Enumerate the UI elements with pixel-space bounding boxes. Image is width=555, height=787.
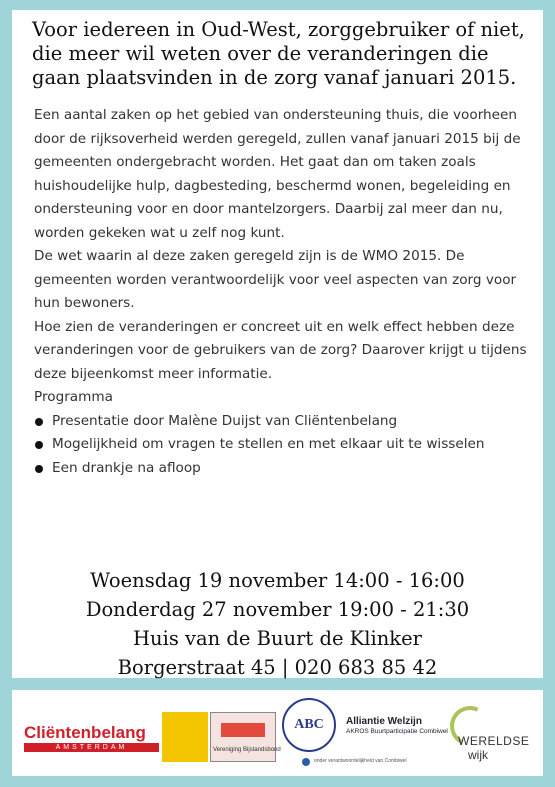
wereldse-wijk-line2: wijk [468,748,488,762]
clientenbelang-sub: AMSTERDAM [24,743,159,752]
event-venue: Huis van de Buurt de Klinker [133,627,422,650]
combiwel-icon [302,758,310,766]
programma-list [34,410,534,481]
event-date-1: Woensdag 19 november 14:00 - 16:00 [90,569,465,592]
clientenbelang-logo [24,724,159,752]
wereldse-wijk-logo [444,706,542,766]
clientenbelang-name: Cliëntenbelang [24,723,146,742]
flyer-sheet [12,10,543,678]
paragraph-intro: Een aantal zaken op het gebied van ondersteuning thuis, die voorheen door de rijksoverheid werden geregeld, zullen vanaf januari 2015 bij de gemeenten ondergebracht worden. Het gaat dan om taken zoals huishoudelijke hulp, dagbesteding, beschermd wonen, begeleiding en ondersteuning voor en door mantelzorgers. Daarbij zal meer dan nu, worden gekeken wat u zelf nog kunt. [34,107,521,241]
bijstandsbond-name: Vereniging Bijstandsbond [213,747,281,753]
abc-seal-icon: ABC [282,698,336,752]
wereldse-wijk-line1: WERELDSE [458,734,530,748]
programma-item: Presentatie door Malène Duijst van Cliëntenbelang [34,410,534,434]
bijstandsbond-logo [162,712,281,762]
event-date-2: Donderdag 27 november 19:00 - 21:30 [85,598,470,621]
programma-item: Een drankje na afloop [34,457,534,481]
headline: Voor iedereen in Oud-West, zorggebruiker of niet, die meer wil weten over de veranderingen die gaan plaatsvinden in de zorg vanaf januari 2015. [32,18,525,89]
paragraph-question: Hoe zien de veranderingen er concreet uit en welk effect hebben deze veranderingen voor de gebruikers van de zorg? Daarover krijgt u tijdens deze bijeenkomst meer informatie. [34,318,527,382]
event-details [12,566,543,682]
event-address: Borgerstraat 45 | 020 683 85 42 [117,656,438,679]
paragraph-wmo: De wet waarin al deze zaken geregeld zijn is de WMO 2015. De gemeenten worden verantwoordelijk voor veel aspecten van zorg voor hun bewoners. [34,248,517,311]
alliantie-sub: AKROS Buurtparticipatie Combiwel [346,728,448,735]
programma-title: Programma [34,389,113,405]
logo-footer [12,690,543,776]
programma-item: Mogelijkheid om vragen te stellen en met elkaar uit te wisselen [34,433,534,457]
bijstandsbond-mark-icon [162,712,208,762]
bijstandsbond-stripe [221,723,265,737]
alliantie-note: onder verantwoordelijkheid van Combiwel [314,758,407,764]
bijstandsbond-box [210,712,281,762]
alliantie-welzijn-logo [282,696,448,770]
alliantie-name: Alliantie Welzijn [346,716,422,727]
body-text [34,104,534,480]
